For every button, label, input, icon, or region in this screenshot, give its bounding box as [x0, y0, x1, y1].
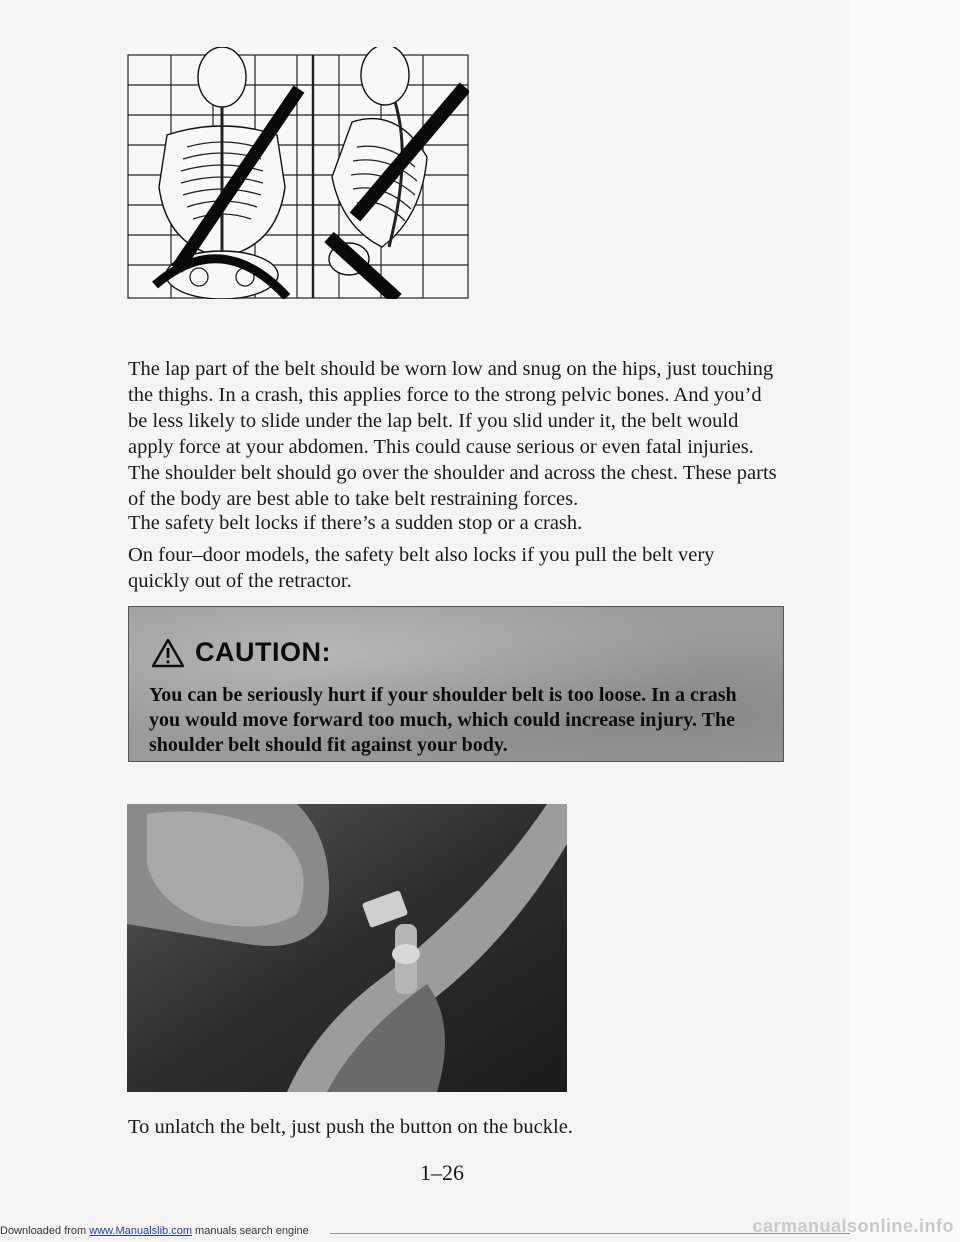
caution-text: You can be seriously hurt if your shoulder belt is too loose. In a crash you would move forward too much, which could increase injury. The shoulder belt should fit against your body.	[149, 684, 737, 756]
page-margin	[850, 0, 960, 1242]
caution-title: CAUTION:	[195, 637, 331, 667]
belt-locks-paragraph: The safety belt locks if there’s a sudden stop or a crash.	[128, 512, 583, 534]
four-door-paragraph: On four–door models, the safety belt also locks if you pull the belt very quickly out of the retractor.	[128, 544, 715, 592]
download-footer	[0, 1225, 600, 1237]
unlatch-paragraph: To unlatch the belt, just push the button on the buckle.	[128, 1116, 573, 1138]
seatbelt-buckle-photo	[127, 804, 567, 1092]
carmanuals-watermark: carmanualsonline.info	[752, 1216, 954, 1236]
caution-box	[128, 606, 784, 762]
lap-belt-paragraph: The lap part of the belt should be worn low and snug on the hips, just touching the thighs. In a crash, this applies force to the strong pelvic bones. And you’d be less likely to slide under the lap belt. If you slid under it, the belt would apply force at your abdomen. This could cause serious or even fatal injuries. The shoulder belt should go over the shoulder and across the chest. These parts of the body are best able to take belt restraining forces.	[128, 358, 777, 510]
page-number: 1–26	[420, 1160, 464, 1185]
manualslib-link[interactable]: www.Manualslib.com	[89, 1225, 192, 1237]
warning-triangle-icon	[151, 638, 185, 668]
footer-suffix: manuals search engine	[191, 1225, 309, 1237]
seatbelt-skeleton-diagram	[127, 47, 469, 299]
footer-prefix: Downloaded from	[0, 1225, 90, 1237]
caution-header	[151, 637, 331, 668]
